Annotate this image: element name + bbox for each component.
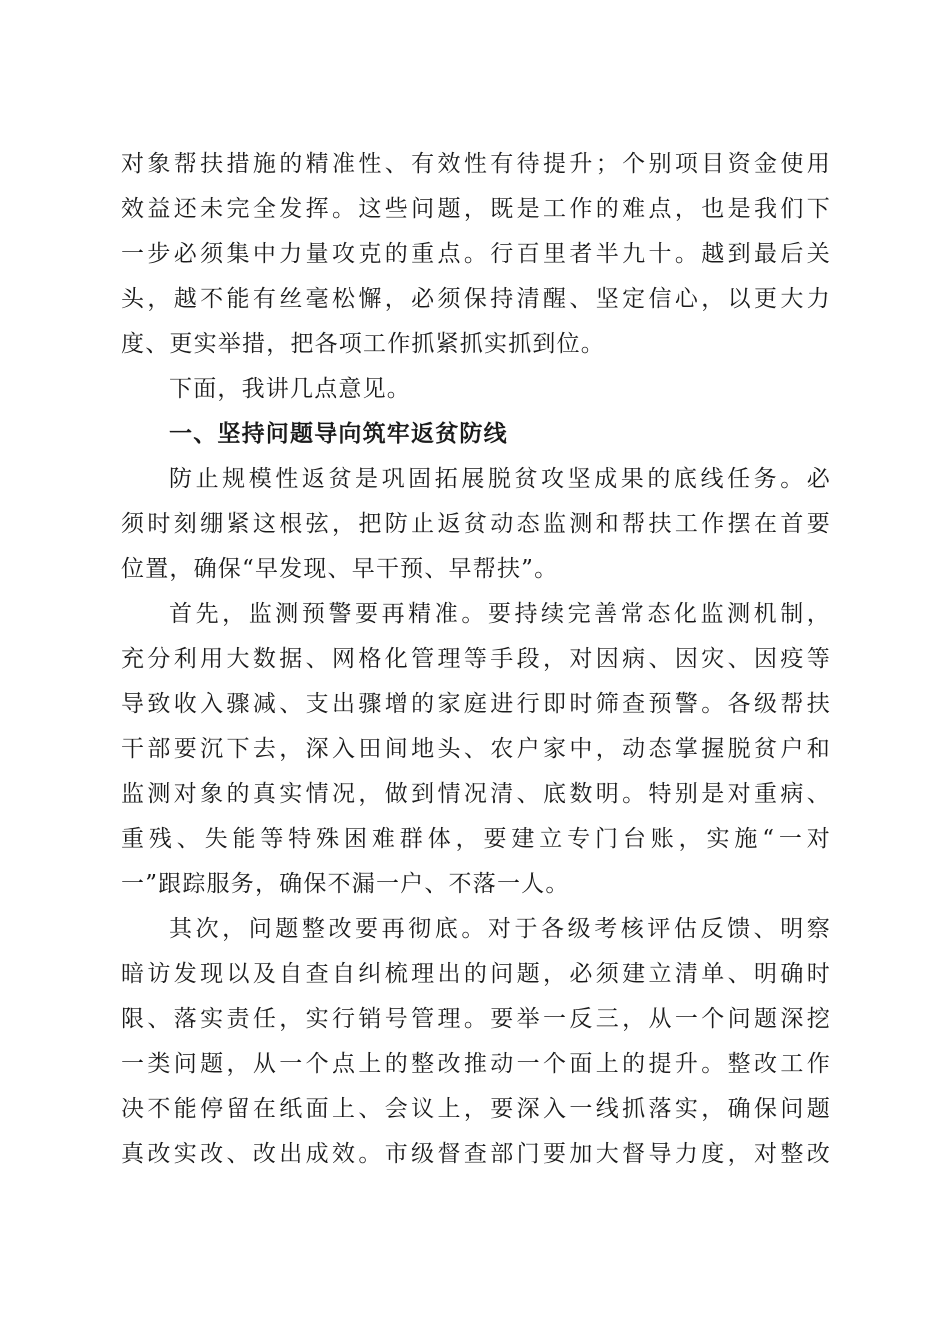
section-heading: 一、坚持问题导向筑牢返贫防线 [169,421,508,447]
text-line: 真改实改、改出成效。市级督查部门要加大督导力度，对整改 [121,1141,831,1167]
paragraph-2 [121,371,831,416]
paragraph-1 [121,146,831,371]
text-line: 暗访发现以及自查自纠梳理出的问题，必须建立清单、明确时 [121,961,831,987]
document-body [121,146,831,1181]
text-line: 干部要沉下去，深入田间地头、农户家中，动态掌握脱贫户和 [121,736,831,762]
text-line: 一步必须集中力量攻克的重点。行百里者半九十。越到最后关 [121,241,831,267]
text-line: 度、更实举措，把各项工作抓紧抓实抓到位。 [121,331,605,357]
text-line: 对象帮扶措施的精准性、有效性有待提升；个别项目资金使用 [121,151,831,177]
text-line: 头，越不能有丝毫松懈，必须保持清醒、坚定信心，以更大力 [121,286,831,312]
text-line: 位置，确保“早发现、早干预、早帮扶”。 [121,556,559,582]
paragraph-4 [121,596,831,911]
paragraph-3 [121,461,831,596]
paragraph-5 [121,911,831,1181]
text-line: 限、落实责任，实行销号管理。要举一反三，从一个问题深挖 [121,1006,831,1032]
text-line: 一”跟踪服务，确保不漏一户、不落一人。 [121,871,570,897]
text-line: 须时刻绷紧这根弦，把防止返贫动态监测和帮扶工作摆在首要 [121,511,831,537]
text-line: 重残、失能等特殊困难群体，要建立专门台账，实施“一对 [121,826,831,852]
text-line: 效益还未完全发挥。这些问题，既是工作的难点，也是我们下 [121,196,831,222]
text-line: 防止规模性返贫是巩固拓展脱贫攻坚成果的底线任务。必 [169,466,831,492]
text-line: 其次，问题整改要再彻底。对于各级考核评估反馈、明察 [169,916,831,942]
text-line: 监测对象的真实情况，做到情况清、底数明。特别是对重病、 [121,781,831,807]
text-line: 首先，监测预警要再精准。要持续完善常态化监测机制， [169,601,831,627]
text-line: 决不能停留在纸面上、会议上，要深入一线抓落实，确保问题 [121,1096,831,1122]
text-line: 一类问题，从一个点上的整改推动一个面上的提升。整改工作 [121,1051,831,1077]
text-line: 导致收入骤减、支出骤增的家庭进行即时筛查预警。各级帮扶 [121,691,831,717]
text-line: 充分利用大数据、网格化管理等手段，对因病、因灾、因疫等 [121,646,831,672]
text-line: 下面，我讲几点意见。 [169,376,411,402]
